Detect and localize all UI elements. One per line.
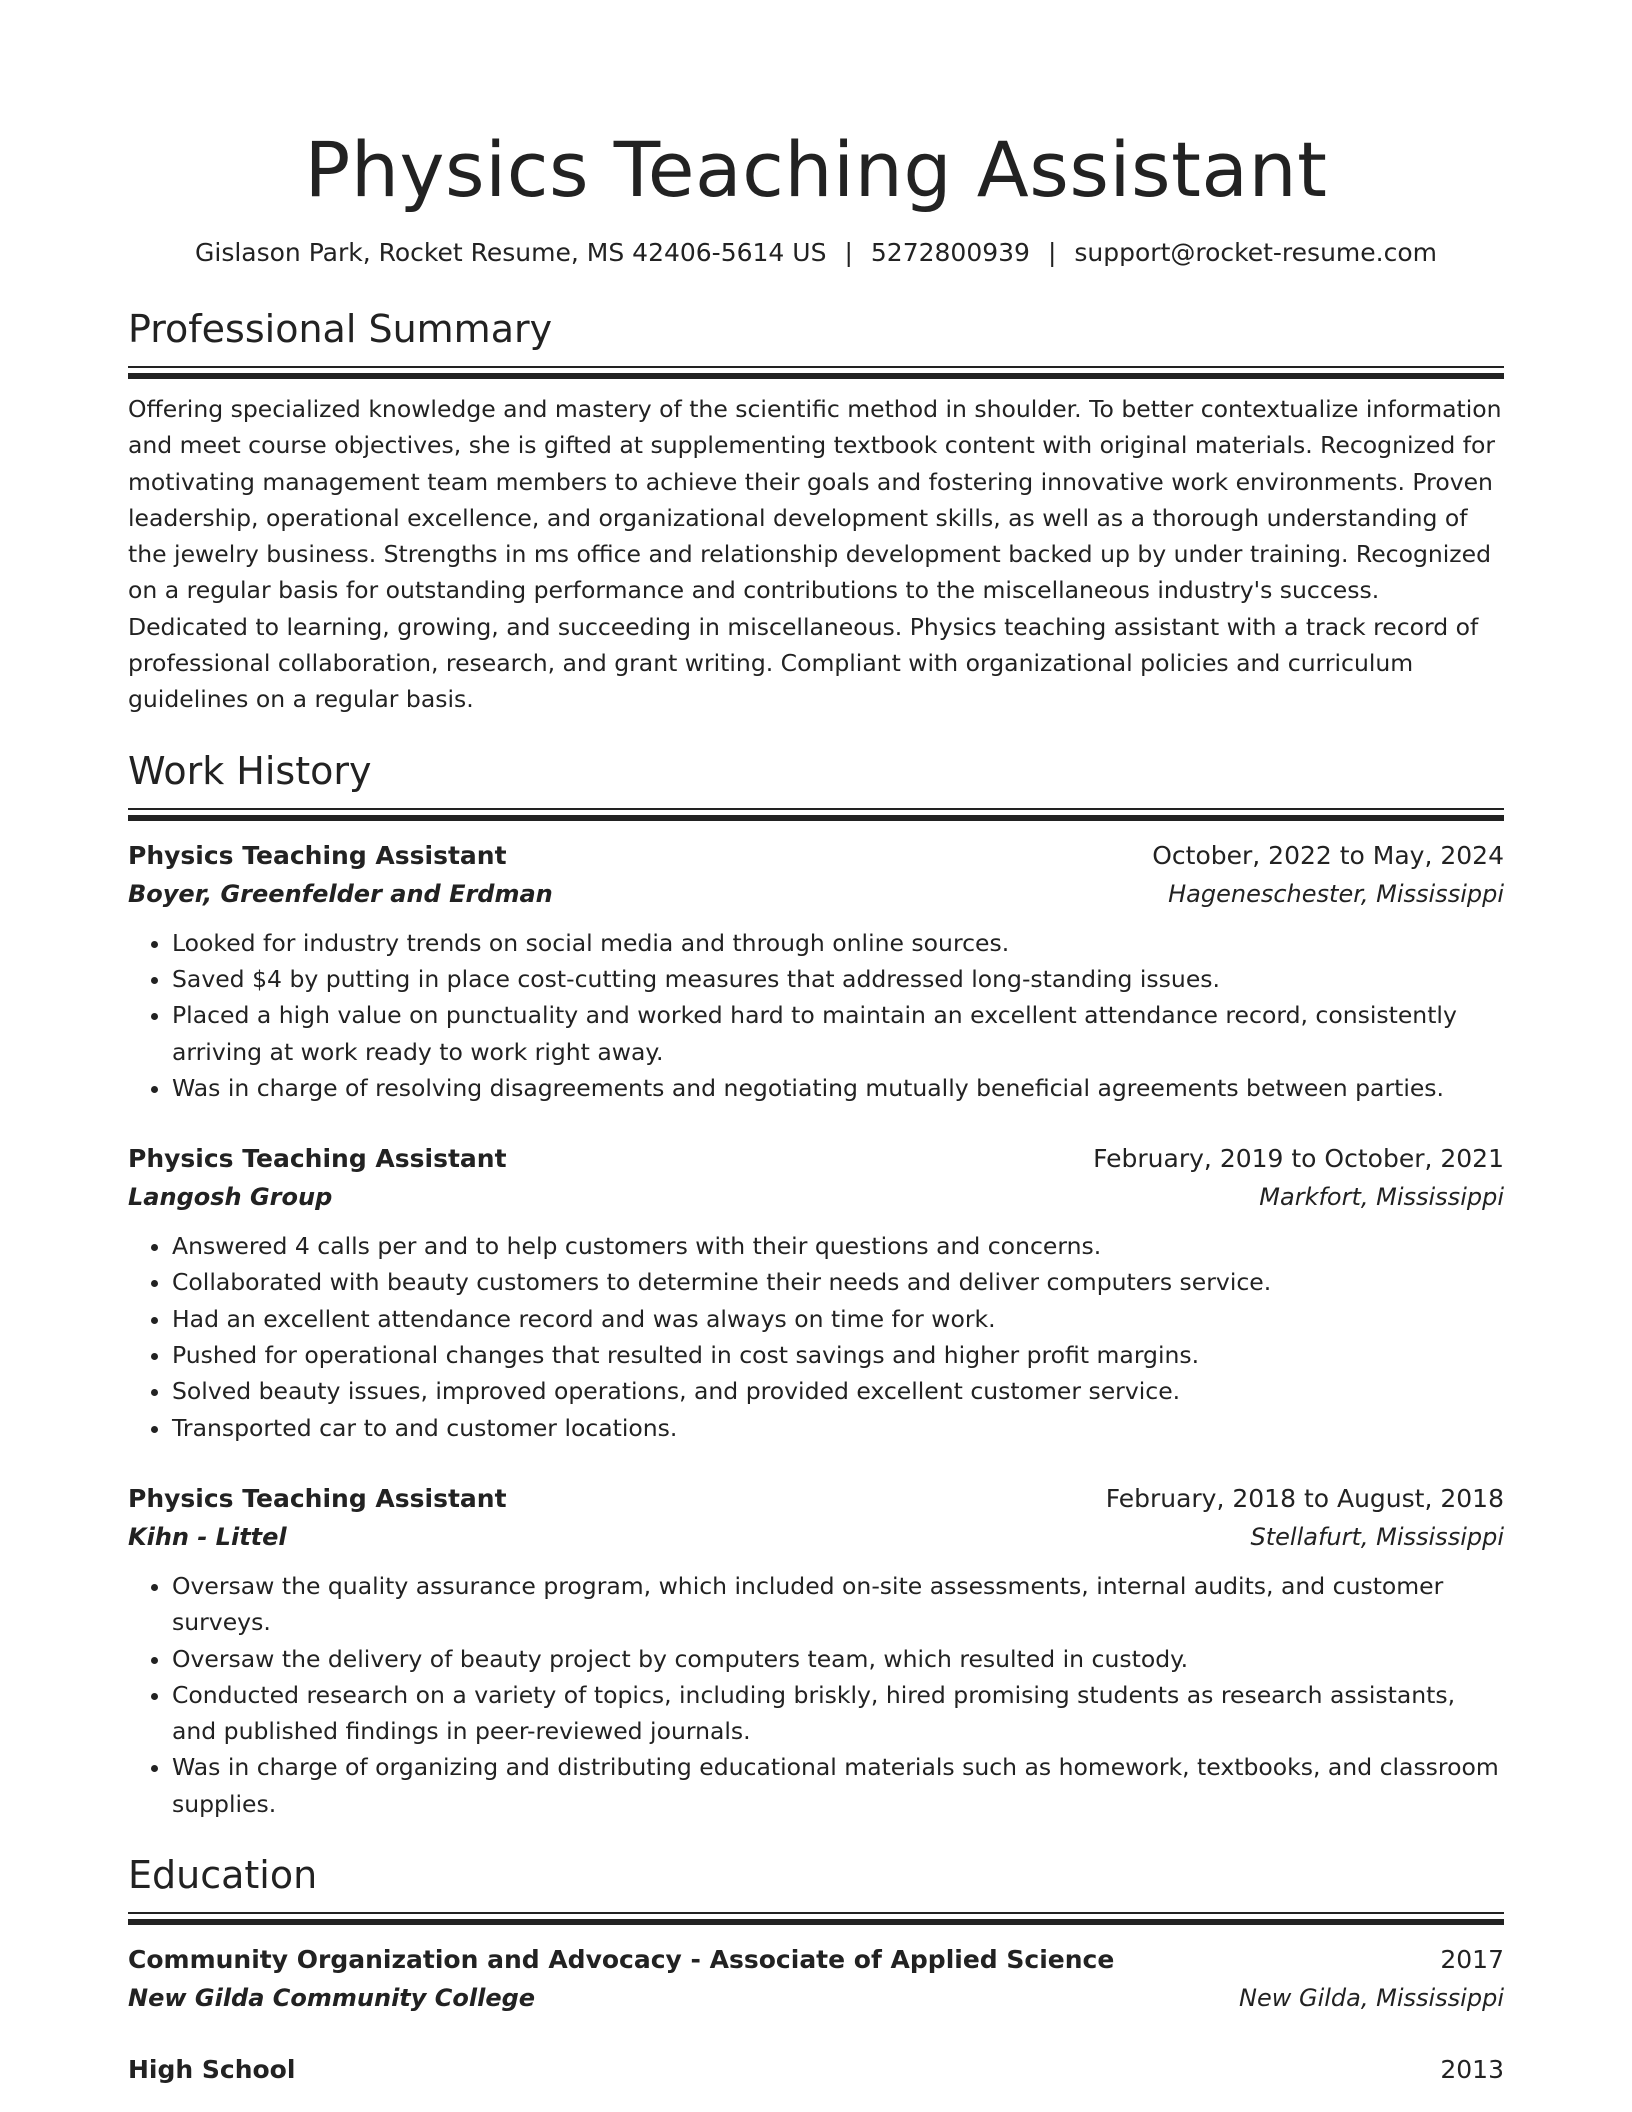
education-year: 2017 (1440, 1945, 1504, 1975)
contact-separator: | (1047, 238, 1057, 267)
list-item: • Looked for industry trends on social media and through online sources. (172, 925, 1504, 961)
list-item: • Pushed for operational changes that resulted in cost savings and higher profit margins. (172, 1337, 1504, 1373)
contact-email: support@rocket-resume.com (1074, 238, 1437, 267)
section-heading-work-history: Work History (128, 748, 372, 793)
job-location: Markfort, Mississippi (1259, 1183, 1504, 1212)
work-history-section (128, 748, 1504, 1822)
contact-address: Gislason Park, Rocket Resume, MS 42406-5614 US (195, 238, 827, 267)
list-item: • Conducted research on a variety of topics, including briskly, hired promising students as research assistants, and published findings in peer-reviewed journals. (172, 1677, 1504, 1750)
list-item: • Placed a high value on punctuality and worked hard to maintain an excellent attendance record, consistently arriving at work ready to work right away. (172, 997, 1504, 1070)
education-entry (128, 2051, 1504, 2089)
job-dates: February, 2018 to August, 2018 (1105, 1483, 1504, 1513)
job-company: Kihn - Littel (128, 1522, 287, 1551)
education-degree: Community Organization and Advocacy - Associate of Applied Science (128, 1945, 1115, 1975)
contact-phone: 5272800939 (870, 238, 1030, 267)
list-item: • Transported car to and customer locations. (172, 1410, 1504, 1446)
education-degree: High School (128, 2055, 296, 2085)
summary-text: Offering specialized knowledge and mastery of the scientific method in shoulder. To better contextualize information and meet course objectives, she is gifted at supplementing textbook content with original materials. Recognized for motivating management team members to achieve their goals and fostering innovative work environments. Proven leadership, operational excellence, and organizational development skills, as well as a thorough understanding of the jewelry business. Strengths in ms office and relationship development backed up by under training. Recognized on a regular basis for outstanding performance and contributions to the miscellaneous industry's success. Dedicated to learning, growing, and succeeding in miscellaneous. Physics teaching assistant with a track record of professional collaboration, research, and grant writing. Compliant with organizational policies and curriculum guidelines on a regular basis. (128, 395, 1502, 714)
education-school: New Gilda Community College (128, 1984, 536, 2013)
list-item: • Answered 4 calls per and to help customers with their questions and concerns. (172, 1228, 1504, 1264)
job-title: Physics Teaching Assistant (128, 1144, 507, 1174)
education-location: New Gilda, Mississippi (1239, 1984, 1504, 2013)
resume-title: Physics Teaching Assistant (304, 125, 1328, 214)
job-title: Physics Teaching Assistant (128, 1483, 507, 1513)
job-company: Langosh Group (128, 1183, 333, 1212)
list-item: • Solved beauty issues, improved operations, and provided excellent customer service. (172, 1373, 1504, 1409)
education-section (128, 1852, 1504, 2089)
list-item: • Saved $4 by putting in place cost-cutting measures that addressed long-standing issues. (172, 961, 1504, 997)
section-heading-education: Education (128, 1853, 318, 1898)
list-item: • Oversaw the delivery of beauty project by computers team, which resulted in custody. (172, 1641, 1504, 1677)
education-year: 2013 (1440, 2055, 1504, 2085)
list-item: • Was in charge of resolving disagreements and negotiating mutually beneficial agreements between parties. (172, 1070, 1504, 1106)
list-item: • Was in charge of organizing and distributing educational materials such as homework, textbooks, and classroom supplies. (172, 1749, 1504, 1822)
job-title: Physics Teaching Assistant (128, 840, 507, 870)
summary-section (128, 306, 1504, 718)
job-entry (128, 1480, 1504, 1822)
list-item: • Had an excellent attendance record and was always on time for work. (172, 1301, 1504, 1337)
contact-separator: | (844, 238, 853, 267)
job-location: Hageneschester, Mississippi (1168, 879, 1504, 908)
job-location: Stellafurt, Mississippi (1250, 1522, 1504, 1551)
section-divider (128, 366, 1504, 379)
job-bullets (128, 1228, 1504, 1446)
section-divider (128, 808, 1504, 821)
section-heading-summary: Professional Summary (128, 307, 553, 351)
contact-line (128, 236, 1504, 270)
list-item: • Collaborated with beauty customers to determine their needs and deliver computers service. (172, 1264, 1504, 1300)
section-divider (128, 1912, 1504, 1925)
job-company: Boyer, Greenfelder and Erdman (128, 879, 553, 908)
education-entry (128, 1941, 1504, 2017)
job-bullets (128, 925, 1504, 1106)
job-dates: October, 2022 to May, 2024 (1152, 840, 1504, 870)
job-entry (128, 837, 1504, 1106)
list-item: • Oversaw the quality assurance program, which included on-site assessments, internal audits, and customer surveys. (172, 1568, 1504, 1641)
job-entry (128, 1140, 1504, 1446)
job-dates: February, 2019 to October, 2021 (1093, 1144, 1504, 1174)
job-bullets (128, 1568, 1504, 1822)
